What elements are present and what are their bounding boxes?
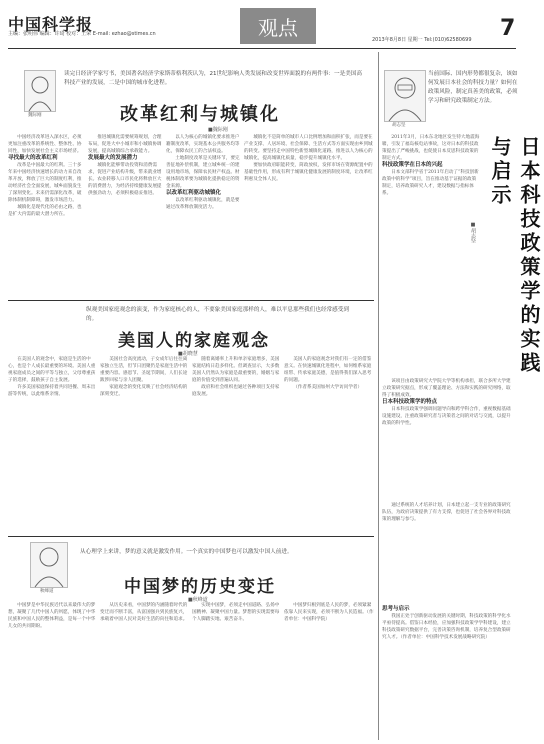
masthead: 中国科学报 bbox=[8, 15, 94, 34]
article3-lead: 从心理学上来讲，梦的意义就是激发作用。一个真实的中国梦也可以激发中国人前进。 bbox=[80, 549, 293, 555]
portrait-illustration-icon bbox=[31, 543, 67, 587]
header-rule bbox=[8, 48, 516, 49]
article2-column-4: 美国人的家庭观念对我们有一定的借鉴意义。在快速城镇化进程中，如何维系家庭纽带、传承家庭美德，是值得我们深入思考的问题。 （作者系美国加州大学访问学者） bbox=[284, 357, 372, 390]
sidebar-column-2: 该项目由政策研究大学院大学等机构承担，联合多所大学建立政策研究据点，形成了覆盖理论、方法和实践的研究网络，取得了积极成效。 日本科技政策学的特点 日本科技政策学强调问题导向和跨学科合作，重视数据基础设施建设，注重政策研究者与决策者之间的对话与交流，以提升政策的科学性。 bbox=[382, 379, 511, 426]
article3-column-3: 实现中国梦，必须走中国道路、弘扬中国精神、凝聚中国力量。梦想的实现需要每个人脚踏实地、艰苦奋斗。 bbox=[192, 603, 280, 622]
sidebar-column-3: 通过系统的人才培养计划，日本建立起一支专业的政策研究队伍，为政府决策提供了有力支撑，也促进了社会各界对科技政策的理解与参与。 bbox=[382, 503, 511, 522]
article1-column-1: 中国经济改革进入深水区，必须更加注重改革的系统性、整体性、协同性，加快发展社会主义市场经济。 寻找最大的改革红利 改革是中国最大的红利。三十多年来中国经济快速增长的动力来自改革开放，释放了巨大的制度红利，推动经济社会全面发展，城乡面貌发生了深刻变化。未来仍需深化改革，破除体制机制障碍，激发市场活力。 城镇化是现代化的必由之路，也是扩大内需的最大潜力所在。 bbox=[8, 134, 84, 330]
article1-lead: 读完日经济学家写书，美国著名经济学家斯蒂格利茨认为，21世纪影响人类发展和改变世界面貌的有两件事：一是美国高科技产业的发展，二是中国的城市化进程。 bbox=[64, 71, 362, 86]
sidebar-intro: 当前国际、国内形势都很复杂，该如何发展日本社会的科技力量？如何在政策风险，制定真善美的政策，必须学习和研究政策制定方法。 bbox=[428, 71, 518, 104]
date-line: 2013年8月8日 星期一 Tel:(010)62580699 bbox=[372, 37, 472, 43]
sidebar-column-4: 思考与启示 我国正处于创新驱动发展的关键时期，科技政策的科学化水平亟待提高。借鉴日本经验，应加强科技政策学学科建设，建立科技政策研究数据平台，完善决策咨询机制，培养复合型政策研究人才。（作者单位：中国科学技术发展战略研究院） bbox=[382, 606, 511, 640]
sidebar-subhead-3: 思考与启示 bbox=[382, 606, 410, 612]
portrait-illustration-icon bbox=[385, 71, 425, 121]
article1-byline: ■魏际刚 bbox=[208, 127, 228, 133]
staff-line: 主编：张明伟 编辑：许琦 校对：王荣 E-mail: ezhao@stimes.cn bbox=[8, 31, 156, 37]
article3-column-2: 从历史来看，中国梦的内涵随着时代的变迁而不断丰富，从富国强兵到民族复兴，承载着中国人民对美好生活的向往和追求。 bbox=[100, 603, 188, 622]
article1-column-4: 城镇化不是简单的城市人口比例增加和面积扩张，而是要在产业支撑、人居环境、社会保障、生活方式等方面实现由乡到城的转变。要坚持走中国特色新型城镇化道路，推进以人为核心的城镇化，提高城镇化质量，稳步提升城镇化水平。 要加快政府职能转变，简政放权，发挥市场在资源配置中的基础性作用，形成有利于城镇化健康发展的制度环境，让改革红利惠及全体人民。 bbox=[244, 135, 373, 182]
article-divider-1 bbox=[8, 300, 374, 301]
article3-title: 中国梦的历史变迁 bbox=[124, 577, 276, 597]
article3-column-1: 中国梦是中华民族近代以来最伟大的梦想，凝聚了几代中国人的夙愿，体现了中华民族和中国人民的整体利益，是每一个中华儿女的共同期盼。 bbox=[8, 603, 96, 629]
article1-column-3: 以人为核心的城镇化要求推进户籍制度改革，实现基本公共服务均等化，保障农民工的合法权益。 土地制度改革是关键环节，要完善征地补偿机制，建立城乡统一的建设用地市场，保障农民财产权益。财税体制改革要为城镇化提供稳定的资金来源。 以改革红利驱动城镇化 以改革红利驱动城镇化，就是要通过改革释放制度活力。 bbox=[166, 135, 240, 210]
portrait-caption-sidebar: 胡志坚 bbox=[392, 123, 406, 128]
portrait-caption-3: 秋峰道 bbox=[40, 589, 54, 594]
article1-title: 改革红利与城镇化 bbox=[120, 104, 280, 125]
sidebar-subhead-2: 日本科技政策学的特点 bbox=[382, 399, 438, 405]
article2-byline: ■胡晓慧 bbox=[178, 351, 198, 357]
article1-subhead-1: 寻找最大的改革红利 bbox=[8, 155, 58, 161]
article2-column-1: 在美国人的观念中，家庭是生活的中心，也是个人成长最重要的环境。美国人重视家庭成员之间的平等与独立，父母尊重孩子的选择，鼓励孩子自主发展。 许多美国家庭保持着共同进餐、周末出游等传统，以此维系亲情。 bbox=[8, 357, 96, 397]
sidebar-title: 日本科技政策学的实践与启示 bbox=[488, 136, 541, 376]
portrait-illustration-icon bbox=[25, 71, 55, 111]
page-number: 7 bbox=[500, 16, 516, 41]
article1-column-2: 推进城镇化需要统筹规划，合理布局，促进大中小城市和小城镇协调发展，提高城镇综合承载能力。 发展最大的发展潜力 城镇化能够带动投资和消费需求，促进产业结构升级，带来就业增长。农业转移人口市民化将释放巨大的消费潜力，为经济持续健康发展提供强劲动力，必须积极稳妥推进。 bbox=[88, 135, 162, 196]
author-portrait-1 bbox=[24, 70, 56, 112]
article1-subhead-2: 发展最大的发展潜力 bbox=[88, 155, 138, 161]
author-portrait-3 bbox=[30, 542, 68, 588]
article2-lead: 纵观美国家庭观念的演变，作为家庭核心的人，不要象美国家庭那样的人，难以平息那些我们也经常感受到的。 bbox=[86, 307, 349, 322]
portrait-caption-1: 魏际刚 bbox=[28, 113, 42, 118]
article-divider-2 bbox=[8, 536, 374, 537]
sidebar-divider bbox=[378, 52, 379, 740]
section-label: 观点 bbox=[240, 8, 316, 44]
article2-title: 美国人的家庭观念 bbox=[118, 331, 270, 351]
article3-byline: ■秋峰道 bbox=[188, 597, 208, 603]
author-portrait-sidebar bbox=[384, 70, 426, 122]
article1-subhead-3: 以改革红利驱动城镇化 bbox=[166, 190, 222, 196]
sidebar-subhead-1: 科技政策学在日本的兴起 bbox=[382, 162, 443, 168]
sidebar-byline: ■胡志坚 bbox=[470, 222, 476, 243]
article2-column-3: 随着离婚率上升和单亲家庭增多，美国家庭结构日趋多样化。但调查显示，大多数美国人仍然认为家庭是最重要的，婚姻与家庭的价值受到普遍认同。 政府和社会组织也通过各种项目支持家庭发展。 bbox=[192, 357, 280, 397]
sidebar-column-1: 2011年3月，日本东北地区发生特大地震海啸，引发了福岛核电站事故，这对日本的科技政策提出了严峻挑战，也促使日本反思科技政策的制定方式。 科技政策学在日本的兴起 日本文部科学省于2011年启动了“科技创新政策中的科学”项目，旨在推动基于证据的政策制定，培养政策研究人才，建设数据与指标体系。 bbox=[382, 135, 480, 196]
article3-column-4: 中国梦归根到底是人民的梦，必须紧紧依靠人民来实现，必须不断为人民造福。（作者单位：中国科学院） bbox=[284, 603, 374, 622]
article2-column-2: 美国社会高度流动，子女成年后往往离家独立生活，但节日团聚仍是家庭生活中的重要内容。感恩节、圣诞节期间，人们长途跋涉回家与亲人团聚。 家庭观念的变化反映了社会经济结构的深刻变迁。 bbox=[100, 357, 188, 397]
